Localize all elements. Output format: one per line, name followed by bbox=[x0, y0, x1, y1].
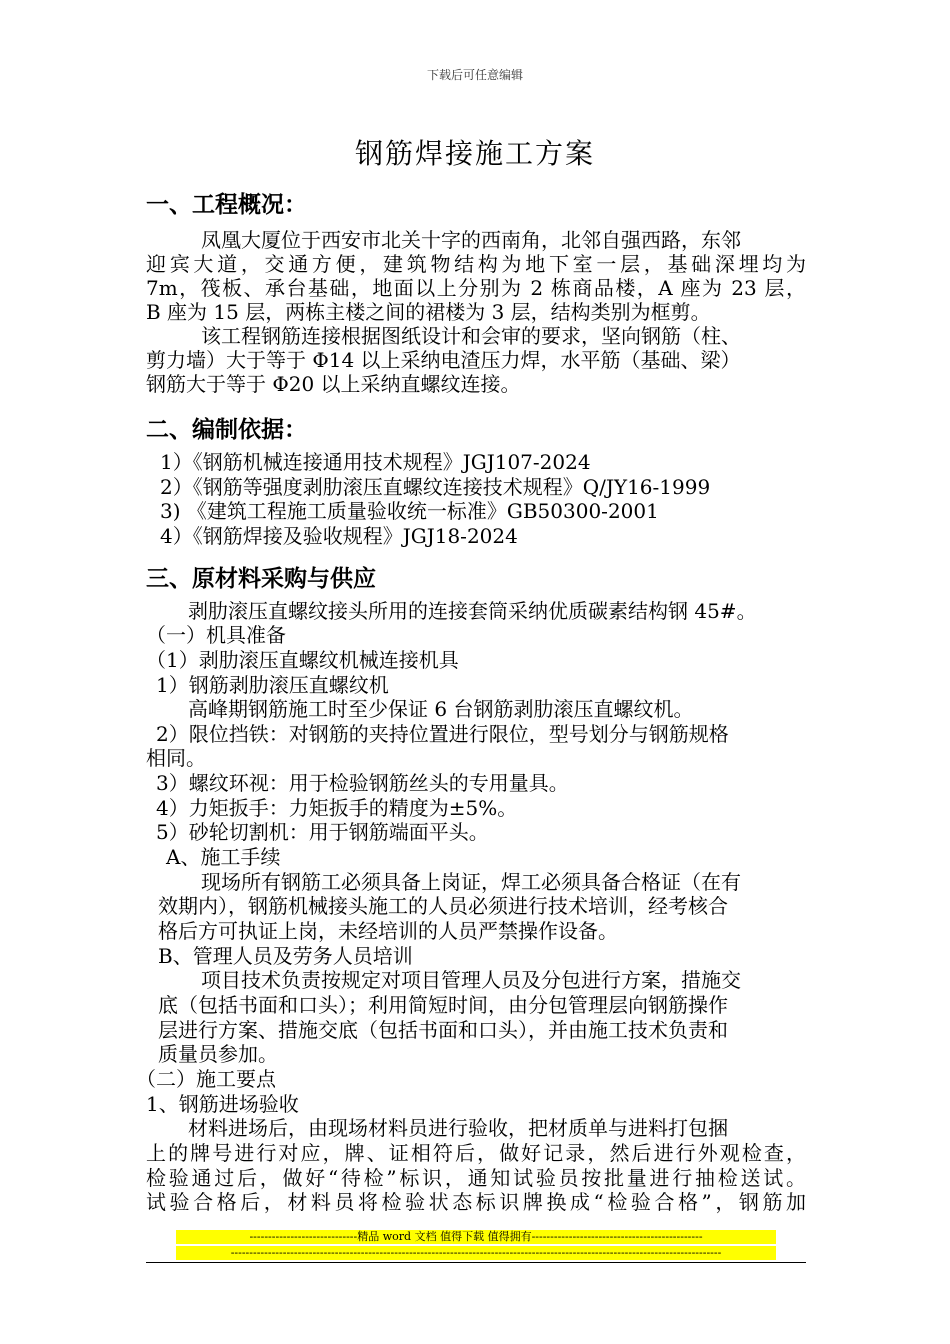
paragraph-line: 凤凰大厦位于西安市北关十字的西南角，北邻自强西路，东邻 bbox=[201, 228, 741, 252]
paragraph-line: 质量员参加。 bbox=[158, 1042, 278, 1066]
paragraph-line: 高峰期钢筋施工时至少保证 6 台钢筋剥肋滚压直螺纹机。 bbox=[188, 697, 694, 721]
list-item: 3）螺纹环视：用于检验钢筋丝头的专用量具。 bbox=[156, 771, 569, 795]
paragraph-line: 试验合格后，材料员将检验状态标识牌换成“检验合格”，钢筋加 bbox=[146, 1190, 806, 1214]
subheading: 1、钢筋进场验收 bbox=[146, 1092, 299, 1116]
reference-item: 4）《钢筋焊接及验收规程》JGJ18-2024 bbox=[160, 524, 518, 548]
footer-rule bbox=[146, 1262, 806, 1263]
reference-item: 2）《钢筋等强度剥肋滚压直螺纹连接技术规程》Q/JY16-1999 bbox=[160, 475, 711, 499]
paragraph-line: 钢筋大于等于 Φ20 以上采纳直螺纹连接。 bbox=[146, 372, 521, 396]
paragraph-line: 相同。 bbox=[146, 746, 206, 770]
paragraph-line: 剪力墙）大于等于 Φ14 以上采纳电渣压力焊，水平筋（基础、梁） bbox=[146, 348, 741, 372]
document-title: 钢筋焊接施工方案 bbox=[354, 137, 595, 170]
paragraph-line: 剥肋滚压直螺纹接头所用的连接套筒采纳优质碳素结构钢 45#。 bbox=[188, 599, 757, 623]
paragraph-line: 底（包括书面和口头）；利用简短时间，由分包管理层向钢筋操作 bbox=[158, 993, 728, 1017]
paragraph-line: 迎宾大道，交通方便，建筑物结构为地下室一层，基础深埋均为 bbox=[146, 252, 806, 276]
page-header: 下载后可任意编辑 bbox=[426, 68, 523, 82]
footer-dashes: ------------------------------------------------------------------------------------------------------------------------------------ bbox=[176, 1246, 776, 1260]
paragraph-line: 7m，筏板、承台基础，地面以上分别为 2 栋商品楼，A 座为 23 层， bbox=[146, 276, 806, 300]
paragraph-line: 材料进场后，由现场材料员进行验收，把材质单与进料打包捆 bbox=[188, 1116, 728, 1140]
subheading: （1）剥肋滚压直螺纹机械连接机具 bbox=[146, 648, 459, 672]
section-heading-materials: 三、原材料采购与供应 bbox=[146, 566, 376, 592]
paragraph-line: 该工程钢筋连接根据图纸设计和会审的要求，坚向钢筋（柱、 bbox=[201, 324, 741, 348]
paragraph-line: 格后方可执证上岗，未经培训的人员严禁操作设备。 bbox=[158, 919, 618, 943]
paragraph-line: 现场所有钢筋工必须具备上岗证，焊工必须具备合格证（在有 bbox=[201, 870, 741, 894]
list-item: 1）钢筋剥肋滚压直螺纹机 bbox=[156, 673, 389, 697]
list-item: 2）限位挡铁：对钢筋的夹持位置进行限位，型号划分与钢筋规格 bbox=[156, 722, 729, 746]
paragraph-line: 检验通过后，做好“待检”标识，通知试验员按批量进行抽检送试。 bbox=[146, 1166, 806, 1190]
paragraph-line: 效期内），钢筋机械接头施工的人员必须进行技术培训，经考核合 bbox=[158, 894, 728, 918]
paragraph-line: B 座为 15 层，两栋主楼之间的裙楼为 3 层，结构类别为框剪。 bbox=[146, 300, 711, 324]
section-heading-overview: 一、工程概况： bbox=[146, 192, 307, 218]
paragraph-line: 层进行方案、措施交底（包括书面和口头），并由施工技术负责和 bbox=[158, 1018, 728, 1042]
paragraph-line: 上的牌号进行对应，牌、证相符后，做好记录，然后进行外观检查， bbox=[146, 1141, 806, 1165]
list-item: 4）力矩扳手：力矩扳手的精度为±5%。 bbox=[156, 796, 518, 820]
paragraph-line: 项目技术负责按规定对项目管理人员及分包进行方案，措施交 bbox=[201, 968, 741, 992]
reference-item: 1）《钢筋机械连接通用技术规程》JGJ107-2024 bbox=[160, 450, 591, 474]
subheading: （一）机具准备 bbox=[146, 623, 286, 647]
list-item: 5）砂轮切割机：用于钢筋端面平头。 bbox=[156, 820, 489, 844]
subheading: A、施工手续 bbox=[166, 845, 281, 869]
reference-item: 3) 《建筑工程施工质量验收统一标准》GB50300-2001 bbox=[160, 499, 659, 523]
footer-banner: -----------------------------精品 word 文档 值得下载 值得拥有---------------------------------------------- bbox=[176, 1230, 776, 1244]
subheading: B、管理人员及劳务人员培训 bbox=[158, 944, 413, 968]
subheading: （二）施工要点 bbox=[136, 1067, 276, 1091]
section-heading-basis: 二、编制依据： bbox=[146, 417, 307, 443]
